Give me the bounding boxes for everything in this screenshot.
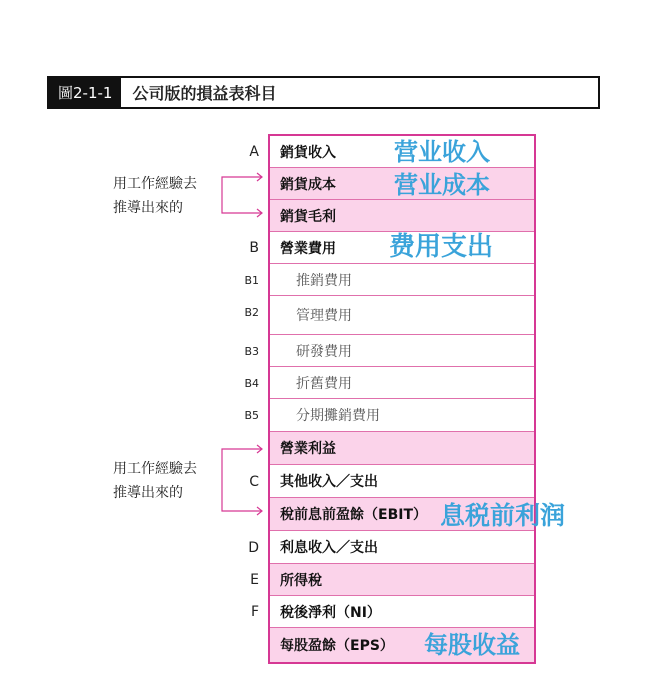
row-letter: D: [248, 539, 259, 556]
table-row: 每股盈餘（EPS）: [270, 628, 534, 662]
annotation-eps: 每股收益: [424, 631, 520, 659]
table-row: 營業利益: [270, 432, 534, 465]
table-row: 其他收入／支出: [270, 465, 534, 498]
table-row: 管理費用: [270, 296, 534, 335]
annotation-ebit: 息税前利润: [440, 501, 566, 530]
row-letter: B4: [244, 376, 259, 390]
table-row: 稅後淨利（NI）: [270, 596, 534, 628]
table-row: 所得稅: [270, 564, 534, 596]
row-letter: B: [249, 240, 259, 256]
table-row: 銷貨毛利: [270, 200, 534, 232]
table-row: 推銷費用: [270, 264, 534, 296]
row-letter: A: [249, 144, 259, 160]
row-letter: B1: [244, 273, 259, 287]
row-letter: C: [249, 473, 259, 490]
table-row: 稅前息前盈餘（EBIT）: [270, 498, 534, 531]
table-row: 研發費用: [270, 335, 534, 367]
row-letter: B3: [244, 344, 259, 358]
side-note: 用工作經驗去 推導出來的: [113, 176, 197, 216]
table-row: 營業費用: [270, 232, 534, 264]
row-letter: B5: [244, 408, 259, 422]
annotation-cost: 营业成本: [394, 171, 490, 199]
income-statement-table: [268, 134, 536, 664]
side-note: 用工作經驗去 推導出來的: [113, 461, 197, 501]
figure-title: 公司版的損益表科目: [132, 84, 277, 103]
annotation-revenue: 营业收入: [394, 138, 490, 166]
table-row: 銷貨成本: [270, 168, 534, 200]
table-row: 折舊費用: [270, 367, 534, 399]
table-row: 利息收入／支出: [270, 531, 534, 564]
row-letter: F: [250, 604, 259, 620]
annotation-expense: 费用支出: [389, 232, 494, 262]
row-letter: B2: [244, 305, 259, 319]
table-row: 分期攤銷費用: [270, 399, 534, 432]
figure-number: 圖2-1-1: [49, 78, 121, 107]
table-row: 銷貨收入: [270, 136, 534, 168]
row-letter: E: [250, 572, 259, 588]
